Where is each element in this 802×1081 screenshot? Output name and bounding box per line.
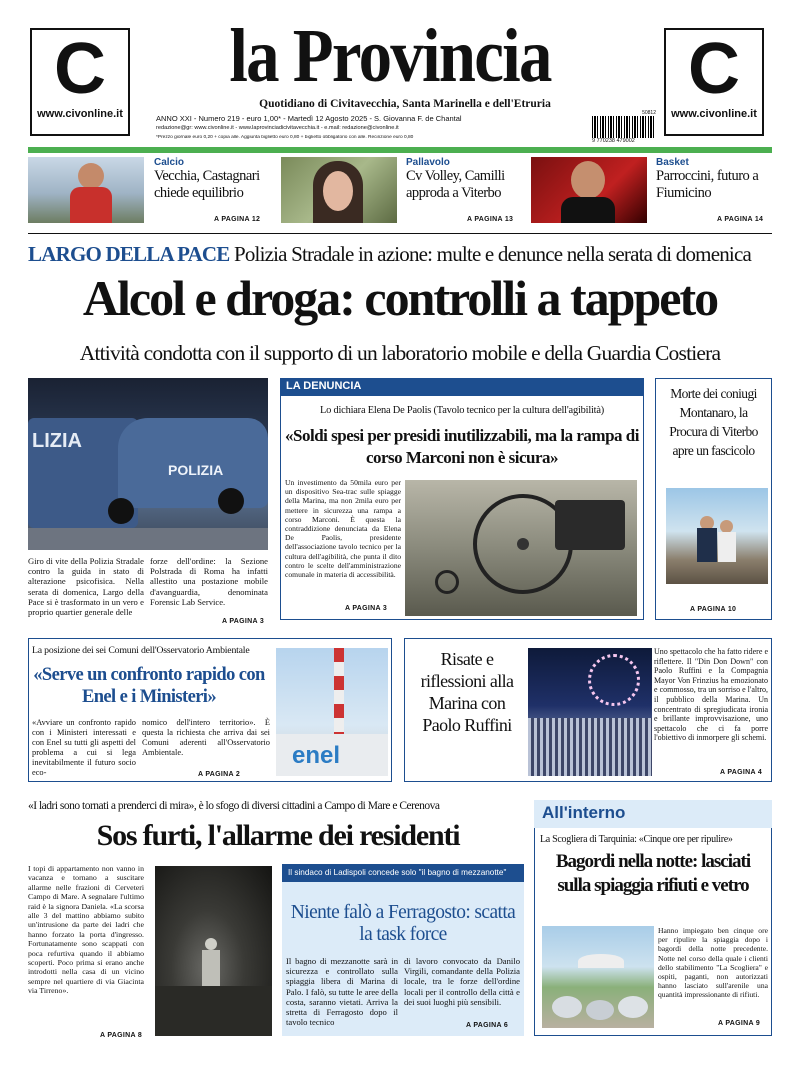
photo-label: LIZIA [32,430,82,452]
furti-page: A PAGINA 8 [100,1032,143,1039]
enel-logo: enel [292,742,341,769]
teaser-headline: Parroccini, futuro a Fiumicino [656,168,759,201]
ladispoli-body-col1: Il bagno di mezzanotte sarà in sicurezza e controllato sulla spiaggia libera di Marina di Palo. I falò, su tutte le aree della costa, saranno vietati. Arriva la stretta di Ferragosto dopo il tavolo tecnico [286,956,398,1028]
masthead-subtitle: Quotidiano di Civitavecchia, Santa Marinella e dell'Etruria [259,98,551,110]
furti-photo-camera [155,866,272,1036]
interno-kicker: La Scogliera di Tarquinia: «Cinque ore per ripulire» [540,834,733,845]
barcode-top: 50812 [642,110,656,116]
interno-headline[interactable]: Bagordi nella notte: lasciati sulla spiaggia rifiuti e vetro [555,851,751,896]
price-note: *Prezzo giornale euro 0,20 + copia alle. Aggiunta biglietto euro 0,80 + biglietto obbligatorio con alle. Recinzione euro 0,80 [156,135,414,140]
photo-label-2: POLIZIA [168,462,224,478]
teaser-headline: Vecchia, Castagnari chiede equilibrio [154,168,260,201]
interno-title: All'interno [534,800,772,828]
teaser-photo-pallavolo [281,157,397,223]
lead-kicker-label: LARGO DELLA PACE [28,242,230,266]
barcode-number: 9 770238 479002 [592,138,635,144]
denuncia-headline[interactable]: «Soldi spesi per presidi inutilizzabili, ma la rampa di corso Marconi non è sicura» [285,426,639,467]
lead-headline[interactable]: Alcol e droga: controlli a tappeto [82,270,718,326]
denuncia-kicker: Lo dichiara Elena De Paolis (Tavolo tecnico per la cultura dell'agibilità) [319,405,605,416]
lead-page: A PAGINA 3 [222,618,265,625]
teaser-section: Calcio [154,157,185,168]
enel-body-col1: «Avviare un confronto rapido con i Ministeri interessati e con Enel su tutti gli aspetti del problema a cui si lega inevitabilmente il futuro socio eco- [32,718,136,777]
lead-body-col1: Giro di vite della Polizia Stradale contro la guida in stato di alterazione psicofisica. Nella serata di domenica, Largo della Pace si è trasformato in un vero e proprio quartier generale delle [28,556,144,618]
denuncia-label: LA DENUNCIA [280,378,644,396]
denuncia-page: A PAGINA 3 [345,605,388,612]
denuncia-body: Un investimento da 50mila euro per un dispositivo Sea-trac sulle spiagge della Marina, ma non 2mila euro per mettere in sicurezza una rampa a corso Marconi. È questa la contraddizione denunciata da Elena De Paolis, presidente dell'associazione tavolo tecnico per la cultura dell'agibilità, che punta il dito contro le scelte dell'amministrazione comunale in materia di accessibilità. [285,478,401,580]
enel-body-col2: nomico dell'intero territorio». È questa la richiesta che arriva dai sei Comuni aderenti all'Osservatorio Ambientale. [142,718,270,757]
logo-url[interactable]: www.civonline.it [671,108,757,120]
teaser-calcio[interactable] [154,157,274,202]
lead-kicker [28,241,772,267]
ladispoli-body-col2: di lavoro convocato da Danilo Virgili, comandante della Polizia locale, tra le forze dell'ordine locali per il controllo della città e dei suoi luoghi più sensibili. [404,956,520,1007]
teaser-section: Basket [656,157,689,168]
lead-body-col2: forze dell'ordine: la Sezione Polstrada di Roma ha infatti allestito una postazione mobile d'avanguardia, denominata Forensic Lab Service. [150,556,268,607]
enel-kicker: La posizione dei sei Comuni dell'Osservatorio Ambientale [32,645,250,656]
ladispoli-headline[interactable]: Niente falò a Ferragosto: scatta la task force [290,902,516,945]
denuncia-photo-wheelchair [405,480,637,616]
viterbo-photo-couple [666,488,768,584]
ruffini-page: A PAGINA 4 [720,769,763,776]
lead-kicker-text: Polizia Stradale in azione: multe e denunce nella serata di domenica [233,242,752,266]
edition-line: ANNO XXI - Numero 219 - euro 1,00* - Martedì 12 Agosto 2025 - S. Giovanna F. de Chantal [156,114,462,123]
enel-photo-plant [276,648,388,776]
ruffini-headline[interactable]: Risate e riflessioni alla Marina con Paolo Ruffini [420,649,514,735]
masthead-title: la Provincia [229,14,551,98]
teaser-page: A PAGINA 13 [467,216,514,223]
barcode-bars [592,116,656,138]
interno-body: Hanno impiegato ben cinque ore per ripulire la spiaggia dopo i bagordi della notte precedente. Notte nel corso della quale i clienti dello stabilimento "La Scogliera" e ospiti, paganti, non autorizzati hanno lasciato sull'arenile una quantità impressionante di rifiuti. [658,926,768,1000]
barcode [592,110,656,146]
ruffini-photo-concert [528,648,652,776]
interno-page: A PAGINA 9 [718,1020,761,1027]
teaser-photo-calcio [28,157,144,223]
enel-page: A PAGINA 2 [198,771,241,778]
teaser-page: A PAGINA 12 [214,216,261,223]
divider [28,233,772,234]
furti-headline[interactable]: Sos furti, l'allarme dei residenti [96,819,460,852]
ladispoli-page: A PAGINA 6 [466,1022,509,1029]
teaser-section: Pallavolo [406,157,450,168]
teaser-page: A PAGINA 14 [717,216,764,223]
right-logo [664,28,764,136]
logo-url[interactable]: www.civonline.it [37,108,123,120]
viterbo-page: A PAGINA 10 [690,606,737,613]
green-band [28,147,772,153]
teaser-headline: Cv Volley, Camilli approda a Viterbo [406,168,505,201]
contacts-line: redazione@gr: www.civonline.it - www.laprovinciadicivitavecchia.it - e.mail: redazione@civonline.it [156,125,399,131]
furti-kicker: «I ladri sono tornati a prenderci di mira», è lo sfogo di diversi cittadini a Campo di Mare e Cerenova [28,800,440,812]
lead-subhead: Attività condotta con il supporto di un laboratorio mobile e della Guardia Costiera [79,341,721,365]
logo-letter: C [688,29,740,109]
viterbo-headline[interactable]: Morte dei coniugi Montanaro, la Procura di Viterbo apre un fascicolo [669,386,758,458]
lead-photo-police [28,378,268,550]
teaser-basket[interactable] [656,157,776,202]
interno-photo-beach [542,926,654,1028]
left-logo [30,28,130,136]
furti-body: I topi di appartamento non vanno in vacanza e tornano a suscitare allarme nelle frazioni di Cerveteri Campo di Mare. A segnalare l'ultimo raid è la signora Daniela. «La scorsa alle 3 del mattino abbiamo subito un'intrusione da parte dei ladri che hanno forzato la porta d'ingresso. Fortunatamente sono scappati con poca refurtiva quando il abbiamo scoperti. Poco prima si erano anche introdotti nella casa di un vicino sempre nel quartiere di via Giacinta via Tirreno». [28,864,144,996]
ruffini-body: Uno spettacolo che ha fatto ridere e riflettere. Il "Din Don Down" con Paolo Ruffini e la Compagnia Mayor Von Frinzius ha emozionato e commosso, tra un sorriso e l'altro, il pubblico della Marina. Un concentrato di spregiudicata ironia e brillante improvvisazione, uno spettacolo che ci fa porre l'obiettivo di inmorpere gli schemi. [654,647,768,743]
ladispoli-banner: Il sindaco di Ladispoli concede solo "il bagno di mezzanotte" [282,864,524,882]
teaser-pallavolo[interactable] [406,157,526,202]
enel-headline[interactable]: «Serve un confronto rapido con Enel e i Ministeri» [33,665,265,707]
teaser-photo-basket [531,157,647,223]
logo-letter: C [54,29,106,109]
